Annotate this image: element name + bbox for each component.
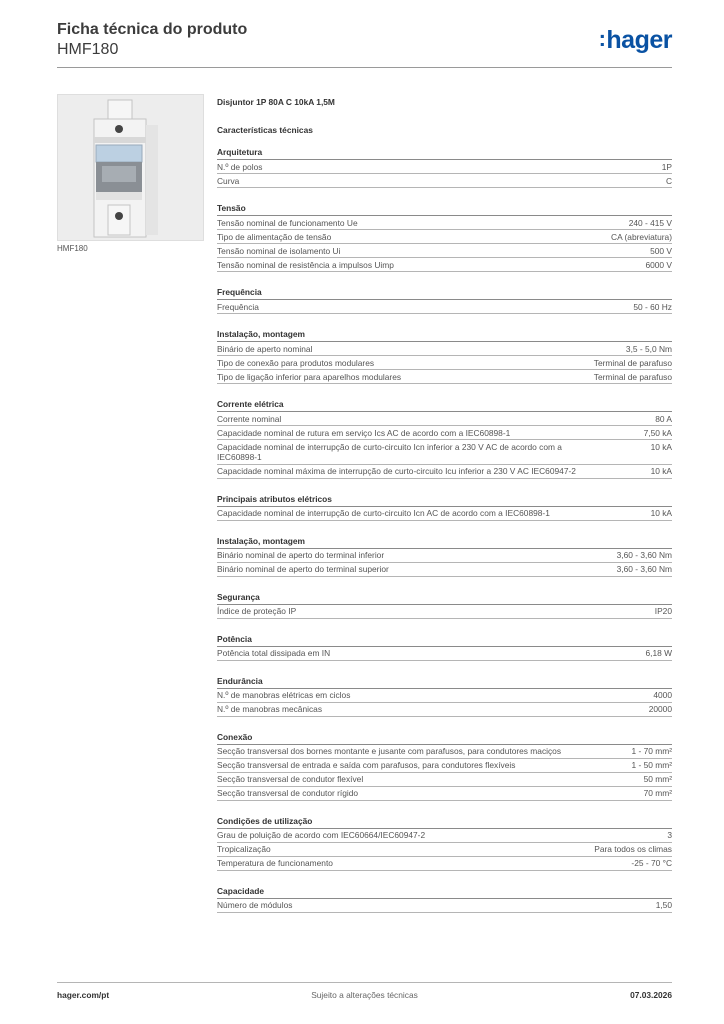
spec-section [217, 804, 672, 871]
spec-section [217, 720, 672, 801]
section-title: Condições de utilização [217, 815, 672, 829]
spec-value: 80 A [655, 413, 672, 424]
spec-label: Secção transversal de condutor rígido [217, 788, 359, 798]
section-gap [217, 482, 672, 493]
spec-label: Binário de aperto nominal [217, 343, 313, 354]
document-title: Ficha técnica do produto [57, 21, 248, 38]
spec-value: Terminal de parafuso [593, 357, 672, 368]
spec-row [217, 703, 672, 717]
spec-section [217, 275, 672, 314]
footer-disclaimer: Sujeito a alterações técnicas [311, 990, 418, 1000]
circuit-breaker-icon [58, 95, 203, 240]
section-title: Arquitetura [217, 146, 672, 160]
hager-logo [599, 26, 672, 55]
spec-value: 3,60 - 3,60 Nm [616, 564, 672, 574]
spec-row [217, 773, 672, 787]
spec-row [217, 440, 672, 465]
spec-section [217, 482, 672, 521]
section-title: Capacidade [217, 885, 672, 899]
section-title: Instalação, montagem [217, 328, 672, 342]
spec-row [217, 174, 672, 188]
spec-value: Para todos os climas [594, 844, 672, 854]
spec-value: 1 - 70 mm² [631, 746, 672, 756]
spec-content [217, 97, 672, 913]
spec-section [217, 191, 672, 272]
section-title: Potência [217, 633, 672, 647]
spec-value: 3,60 - 3,60 Nm [616, 550, 672, 560]
spec-value: 1P [661, 161, 672, 172]
spec-value: 4000 [653, 690, 672, 700]
spec-label: Secção transversal dos bornes montante e jusante com parafusos, para condutores maciços [217, 746, 562, 756]
spec-label: Tipo de ligação inferior para aparelhos modulares [217, 371, 402, 382]
spec-row [217, 216, 672, 230]
section-title: Segurança [217, 591, 672, 605]
spec-label: N.º de manobras mecânicas [217, 704, 323, 714]
spec-section [217, 317, 672, 384]
spec-section [217, 524, 672, 577]
section-gap [217, 275, 672, 286]
spec-row [217, 563, 672, 577]
spec-value: 6,18 W [645, 648, 672, 658]
spec-value: 240 - 415 V [628, 217, 672, 228]
header [57, 20, 247, 60]
footer-date: 07.03.2026 [630, 990, 672, 1000]
spec-label: Número de módulos [217, 900, 293, 910]
spec-row [217, 370, 672, 384]
spec-section [217, 874, 672, 913]
spec-label: Tipo de conexão para produtos modulares [217, 357, 375, 368]
product-name: Disjuntor 1P 80A C 10kA 1,5M [217, 97, 335, 107]
section-gap [217, 664, 672, 675]
spec-row [217, 412, 672, 426]
spec-row [217, 549, 672, 563]
section-gap [217, 317, 672, 328]
logo-text: hager [606, 26, 672, 54]
spec-label: Índice de proteção IP [217, 606, 297, 616]
spec-value: 10 kA [650, 466, 672, 476]
spec-label: Capacidade nominal máxima de interrupção de curto-circuito Icu inferior a 230 V AC IEC60947-2 [217, 466, 576, 476]
spec-row [217, 605, 672, 619]
section-gap [217, 874, 672, 885]
section-gap [217, 524, 672, 535]
spec-row [217, 857, 672, 871]
spec-label: Binário nominal de aperto do terminal inferior [217, 550, 385, 560]
spec-value: 3,5 - 5,0 Nm [625, 343, 672, 354]
spec-label: Tipo de alimentação de tensão [217, 231, 332, 242]
spec-value: 500 V [650, 245, 672, 256]
spec-value: 50 mm² [643, 774, 672, 784]
spec-row [217, 356, 672, 370]
spec-label: Tensão nominal de isolamento Ui [217, 245, 341, 256]
spec-value: 50 - 60 Hz [633, 301, 672, 312]
spec-row [217, 342, 672, 356]
spec-section [217, 580, 672, 619]
spec-value: 10 kA [650, 441, 672, 452]
footer-website: hager.com/pt [57, 990, 110, 1000]
section-gap [217, 387, 672, 398]
spec-value: 70 mm² [643, 788, 672, 798]
spec-row [217, 689, 672, 703]
spec-section [217, 664, 672, 717]
spec-label: N.º de manobras elétricas em ciclos [217, 690, 351, 700]
spec-label: Capacidade nominal de interrupção de curto-circuito Icn inferior a 230 V AC de acordo com a IEC60898-1 [217, 441, 562, 462]
section-gap [217, 804, 672, 815]
spec-row [217, 829, 672, 843]
section-gap [217, 720, 672, 731]
technical-characteristics-heading: Características técnicas [217, 125, 313, 135]
spec-label: Secção transversal de entrada e saída com parafusos, para condutores flexíveis [217, 760, 516, 770]
spec-label: Tensão nominal de funcionamento Ue [217, 217, 358, 228]
spec-label: Potência total dissipada em IN [217, 648, 331, 658]
header-divider [57, 67, 672, 68]
spec-row [217, 745, 672, 759]
spec-section [217, 146, 672, 188]
spec-row [217, 759, 672, 773]
spec-row [217, 787, 672, 801]
product-code: HMF180 [57, 41, 119, 58]
spec-value: 10 kA [650, 508, 672, 518]
spec-row [217, 507, 672, 521]
section-title: Endurância [217, 675, 672, 689]
spec-label: Tensão nominal de resistência a impulsos Uimp [217, 259, 394, 270]
spec-label: Grau de poluição de acordo com IEC60664/IEC60947-2 [217, 830, 426, 840]
spec-row [217, 244, 672, 258]
spec-label: Capacidade nominal de rutura em serviço Ics AC de acordo com a IEC60898-1 [217, 427, 511, 438]
spec-label: Secção transversal de condutor flexível [217, 774, 364, 784]
section-gap [217, 622, 672, 633]
spec-value: 1 - 50 mm² [631, 760, 672, 770]
spec-value: C [665, 175, 672, 186]
spec-row [217, 300, 672, 314]
spec-label: N.º de polos [217, 161, 263, 172]
spec-row [217, 230, 672, 244]
spec-row [217, 160, 672, 174]
section-title: Conexão [217, 731, 672, 745]
section-title: Tensão [217, 202, 672, 216]
spec-label: Capacidade nominal de interrupção de curto-circuito Icn AC de acordo com a IEC60898-1 [217, 508, 550, 518]
spec-label: Corrente nominal [217, 413, 282, 424]
section-gap [217, 191, 672, 202]
section-title: Corrente elétrica [217, 398, 672, 412]
spec-row [217, 899, 672, 913]
spec-value: 7,50 kA [643, 427, 672, 438]
spec-row [217, 258, 672, 272]
spec-value: CA (abreviatura) [611, 231, 672, 242]
spec-row [217, 465, 672, 479]
spec-value: IP20 [654, 606, 672, 616]
spec-row [217, 426, 672, 440]
spec-value: 3 [667, 830, 672, 840]
spec-row [217, 843, 672, 857]
section-gap [217, 580, 672, 591]
spec-value: 20000 [648, 704, 672, 714]
spec-section [217, 387, 672, 479]
spec-sections [217, 146, 672, 913]
product-image [57, 94, 204, 241]
spec-value: -25 - 70 °C [631, 858, 672, 868]
spec-value: 6000 V [645, 259, 672, 270]
footer-divider [57, 982, 672, 983]
spec-label: Binário nominal de aperto do terminal superior [217, 564, 389, 574]
section-title: Frequência [217, 286, 672, 300]
image-caption: HMF180 [57, 244, 88, 253]
spec-section [217, 622, 672, 661]
spec-label: Temperatura de funcionamento [217, 858, 333, 868]
logo-dots-icon: : [598, 26, 606, 51]
section-title: Instalação, montagem [217, 535, 672, 549]
spec-value: 1,50 [655, 900, 672, 910]
spec-value: Terminal de parafuso [593, 371, 672, 382]
spec-label: Frequência [217, 301, 259, 312]
section-title: Principais atributos elétricos [217, 493, 672, 507]
spec-row [217, 647, 672, 661]
spec-label: Tropicalização [217, 844, 271, 854]
spec-label: Curva [217, 175, 240, 186]
